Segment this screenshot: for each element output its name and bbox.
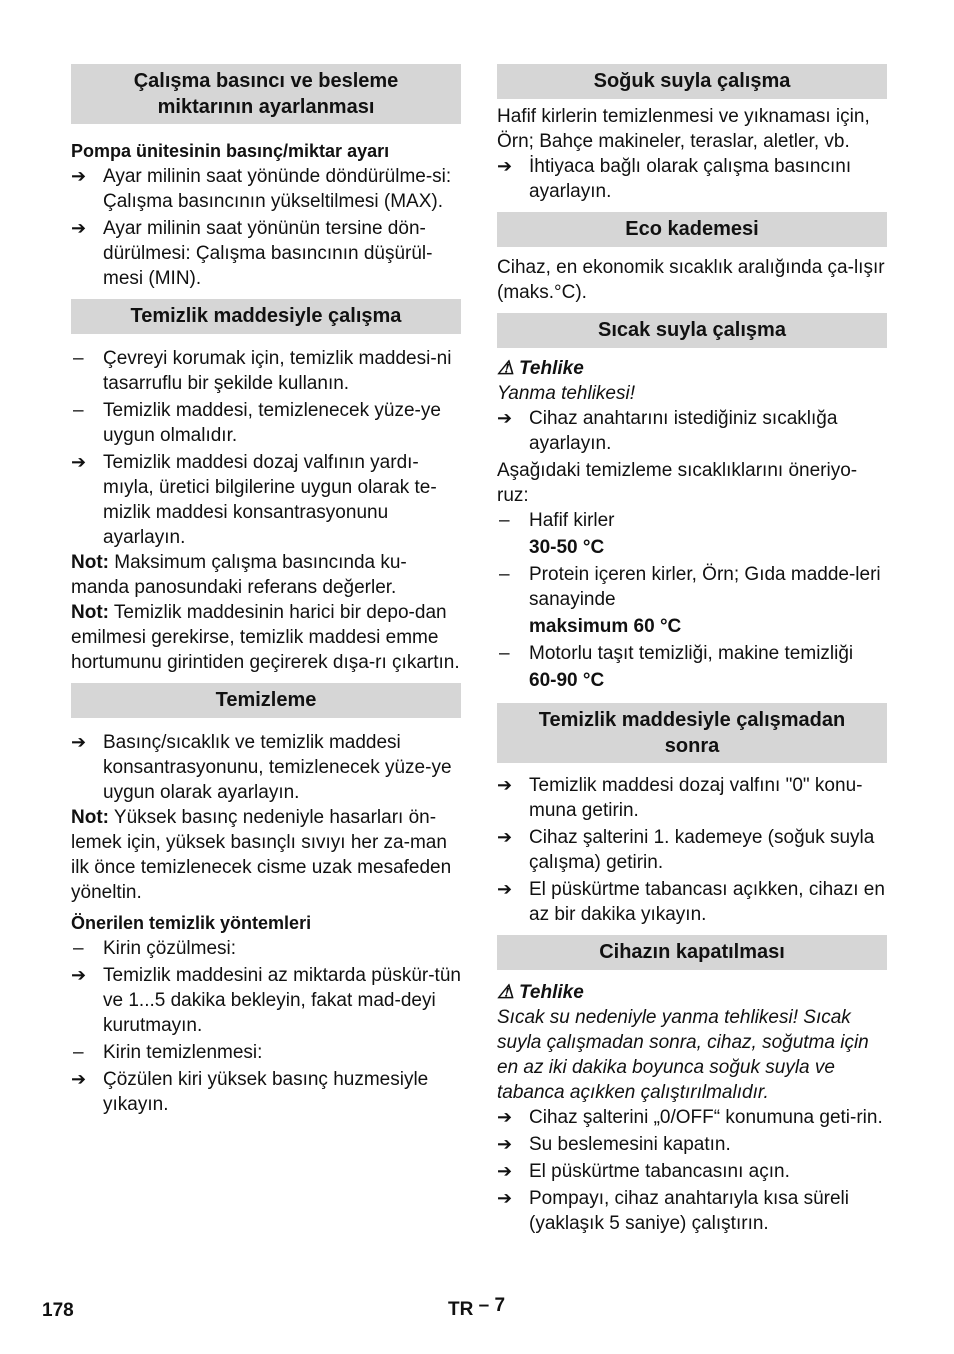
dash-icon: – xyxy=(73,1042,84,1063)
subheading: Pompa ünitesinin basınç/miktar ayarı xyxy=(71,141,390,161)
warning-icon: ⚠ xyxy=(497,982,515,1003)
temperature-value: maksimum 60 °C xyxy=(529,616,682,637)
temperature-value: 30-50 °C xyxy=(529,537,605,558)
note: Not: Maksimum çalışma basıncında ku-manda panosundaki referans değerler. xyxy=(71,552,407,598)
arrow-icon: ➔ xyxy=(71,166,87,186)
note: Not: Temizlik maddesinin harici bir depo-dan emilmesi gerekirse, temizlik maddesi emme hortumunu girintiden geçirerek dışa-rı çıkartın. xyxy=(71,602,460,673)
dash-icon: – xyxy=(499,510,510,531)
list-item: – Protein içeren kirler, Örn; Gıda madde-leri sanayinde xyxy=(499,564,881,610)
warning-label: ⚠ Tehlike xyxy=(497,982,584,1003)
list-item: – Kirin temizlenmesi: xyxy=(73,1042,263,1063)
arrow-icon: ➔ xyxy=(497,827,513,847)
right-column xyxy=(497,64,887,1236)
section-heading: Temizlik maddesiyle çalışmadan sonra xyxy=(497,703,887,763)
section-heading: Temizleme xyxy=(71,683,461,718)
instruction-item: ➔ Ayar milinin saat yönünde döndürülme-si: Çalışma basıncının yükseltilmesi (MAX). xyxy=(71,166,452,212)
section-heading: Temizlik maddesiyle çalışma xyxy=(71,299,461,334)
footer-language: TR – 7 xyxy=(448,1295,506,1320)
arrow-icon: ➔ xyxy=(71,732,87,752)
arrow-icon: ➔ xyxy=(497,408,513,428)
arrow-icon: ➔ xyxy=(71,452,87,472)
arrow-icon: ➔ xyxy=(497,156,513,176)
instruction-item: ➔ Ayar milinin saat yönünün tersine dön-dürülmesi: Çalışma basıncının düşürül-mesi (MIN). xyxy=(71,218,433,289)
instruction-item: ➔ Basınç/sıcaklık ve temizlik maddesi konsantrasyonunu, temizlenecek yüze-ye uygun olarak ayarlayın. xyxy=(71,732,452,803)
dash-icon: – xyxy=(73,348,84,369)
arrow-icon: ➔ xyxy=(71,965,87,985)
warning-text: Yanma tehlikesi! xyxy=(497,383,635,404)
dash-icon: – xyxy=(73,400,84,421)
section-heading: Cihazın kapatılması xyxy=(497,935,887,970)
note: Not: Yüksek basınç nedeniyle hasarları ön-lemek için, yüksek basınçlı sıvıyı her za-man ilk önce temizlenecek cisme uzak mesafeden yöneltin. xyxy=(71,807,452,903)
instruction-item: ➔ Cihaz anahtarını istediğiniz sıcaklığa ayarlayın. xyxy=(497,408,838,454)
paragraph: Aşağıdaki temizleme sıcaklıklarını öneriyo-ruz: xyxy=(497,460,858,506)
section-heading: Soğuk suyla çalışma xyxy=(497,64,887,99)
list-item: – Hafif kirler xyxy=(499,510,615,531)
paragraph: Cihaz, en ekonomik sıcaklık aralığında ça-lışır (maks.°C). xyxy=(497,257,885,303)
dash-icon: – xyxy=(73,938,84,959)
list-item: – Kirin çözülmesi: xyxy=(73,938,237,959)
instruction-item: ➔ İhtiyaca bağlı olarak çalışma basıncını ayarlayın. xyxy=(497,156,852,202)
left-column xyxy=(71,64,461,1117)
instruction-item: ➔ Cihaz şalterini „0/OFF“ konumuna geti-rin. xyxy=(497,1107,883,1128)
warning-label: ⚠ Tehlike xyxy=(497,358,584,379)
list-item: – Temizlik maddesi, temizlenecek yüze-ye uygun olmalıdır. xyxy=(73,400,441,446)
instruction-item: ➔ Temizlik maddesi dozaj valfının yardı-mıyla, üretici bilgilerine uygun olarak te-mizlik maddesi konsantrasyonunu ayarlayın. xyxy=(71,452,437,548)
dash-icon: – xyxy=(499,643,510,664)
instruction-item: ➔ Su beslemesini kapatın. xyxy=(497,1134,731,1155)
warning-text: Sıcak su nedeniyle yanma tehlikesi! Sıcak suyla çalışmadan sonra, cihaz, soğutma için en az iki dakika boyunca soğuk suyla ve tabanca açıkken çalıştırılmalıdır. xyxy=(497,1007,869,1103)
arrow-icon: ➔ xyxy=(71,218,87,238)
dash-icon: – xyxy=(499,564,510,585)
instruction-item: ➔ Cihaz şalterini 1. kademeye (soğuk suyla çalışma) getirin. xyxy=(497,827,875,873)
section-heading: Eco kademesi xyxy=(497,212,887,247)
instruction-item: ➔ El püskürtme tabancası açıkken, cihazı en az bir dakika yıkayın. xyxy=(497,879,885,925)
arrow-icon: ➔ xyxy=(497,775,513,795)
instruction-item: ➔ Temizlik maddesi dozaj valfını "0" konu-muna getirin. xyxy=(497,775,863,821)
warning-icon: ⚠ xyxy=(497,358,515,379)
arrow-icon: ➔ xyxy=(497,1161,513,1181)
page-number: 178 xyxy=(42,1300,74,1321)
subheading: Önerilen temizlik yöntemleri xyxy=(71,913,312,933)
list-item: – Çevreyi korumak için, temizlik maddesi-ni tasarruflu bir şekilde kullanın. xyxy=(73,348,452,394)
paragraph: Hafif kirlerin temizlenmesi ve yıknaması için, Örn; Bahçe makineler, teraslar, aletler, vb. xyxy=(497,106,870,152)
temperature-value: 60-90 °C xyxy=(529,670,605,691)
arrow-icon: ➔ xyxy=(497,879,513,899)
instruction-item: ➔ Temizlik maddesini az miktarda püskür-tün ve 1...5 dakika bekleyin, fakat mad-deyi kurutmayın. xyxy=(71,965,461,1036)
arrow-icon: ➔ xyxy=(497,1188,513,1208)
section-heading: Çalışma basıncı ve besleme miktarının ayarlanması xyxy=(71,64,461,124)
arrow-icon: ➔ xyxy=(497,1107,513,1127)
instruction-item: ➔ El püskürtme tabancasını açın. xyxy=(497,1161,790,1182)
arrow-icon: ➔ xyxy=(497,1134,513,1154)
instruction-item: ➔ Pompayı, cihaz anahtarıyla kısa süreli (yaklaşık 5 saniye) çalıştırın. xyxy=(497,1188,849,1234)
list-item: – Motorlu taşıt temizliği, makine temizliği xyxy=(499,643,854,664)
instruction-item: ➔ Çözülen kiri yüksek basınç huzmesiyle yıkayın. xyxy=(71,1069,429,1115)
section-heading: Sıcak suyla çalışma xyxy=(497,313,887,348)
arrow-icon: ➔ xyxy=(71,1069,87,1089)
